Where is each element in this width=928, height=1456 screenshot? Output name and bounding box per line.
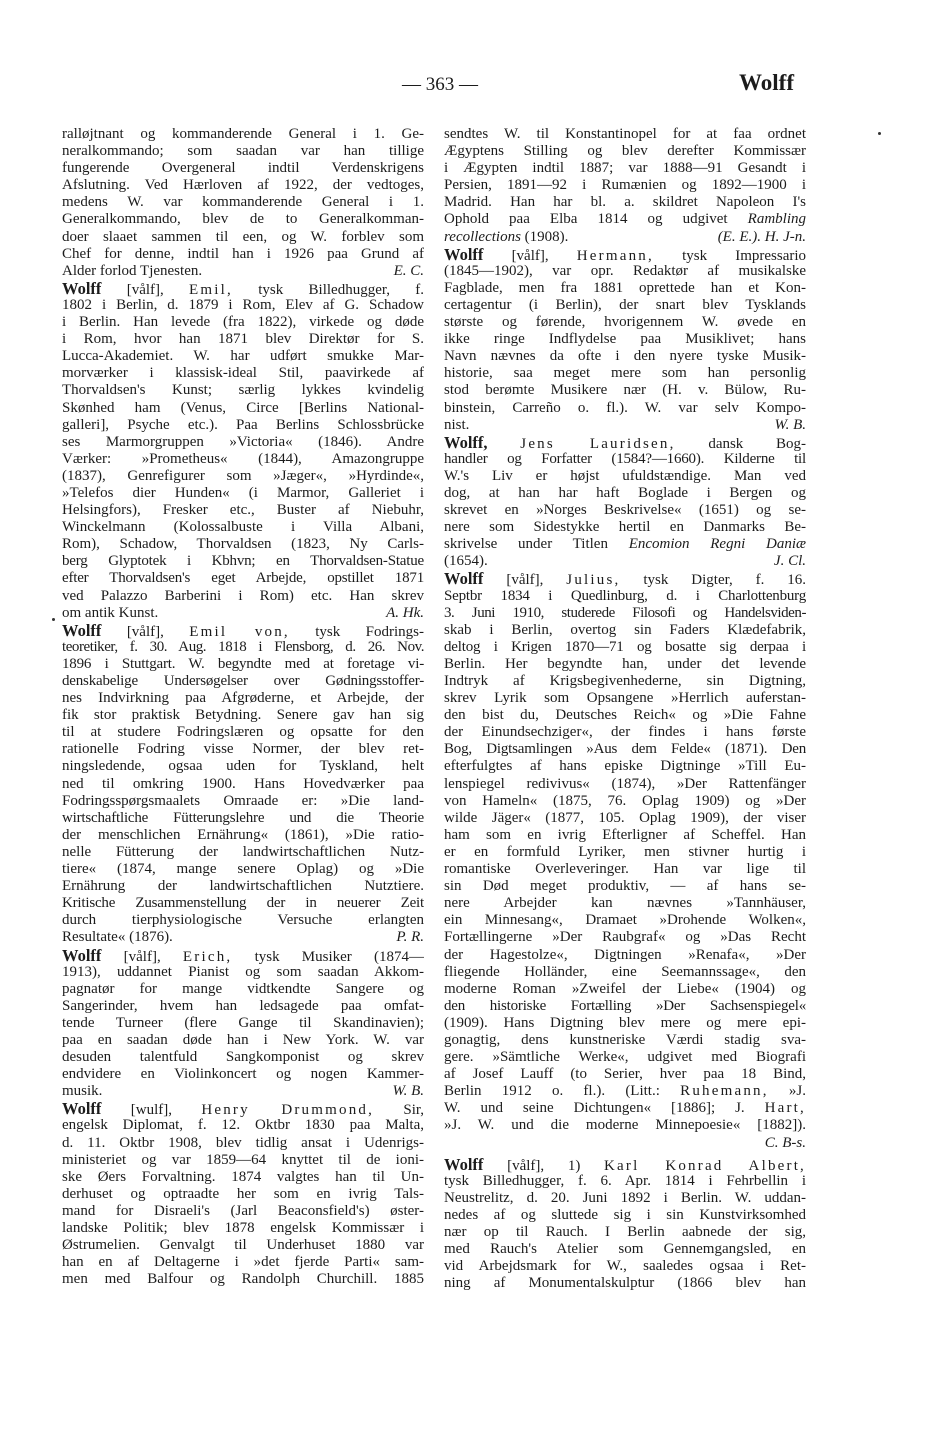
headword: Wolff: [62, 621, 102, 639]
text-line: (1909). Hans Digtning blev mere og mere epi-: [444, 1014, 806, 1031]
text-line: men med Balfour og Randolph Churchill. 1885: [62, 1271, 424, 1288]
text-line: skrev Lyrik som Opsangene »Herrlich auferstan-: [444, 690, 806, 707]
text-line: ein Minnesang«, Dramaet »Drohende Wolken«,: [444, 912, 806, 929]
text-line: fliegende Holländer, eine Seemannssage«, den: [444, 963, 806, 980]
entry-first-line: Wolff [vålf], Emil von, tysk Fodrings-: [62, 621, 424, 639]
text-line: 3. Juni 1910, studerede Filosofi og Handelsviden-: [444, 604, 806, 621]
text-line: fik stor praktisk Betydning. Senere gav han sig: [62, 707, 424, 724]
text-line: »J. W. und die moderne Minnepoesie« [1882]).: [444, 1117, 806, 1134]
text-line: om antik Kunst. A. Hk.: [62, 604, 424, 621]
entry-name: Karl Konrad Albert,: [604, 1157, 806, 1173]
text-line: durch tierphysiologische Versuche erlangten: [62, 912, 424, 929]
text-line: berg Glyptotek i Kbhvn; en Thorvaldsen-Statue: [62, 553, 424, 570]
text-line: (1654). J. Cl.: [444, 553, 806, 570]
text-line: Afslutning. Ved Hærloven af 1922, der vedtoges,: [62, 177, 424, 194]
text-line: wirtschaftliche Fütterungslehre und die Theorie: [62, 809, 424, 826]
text-line: ses Marmorgruppen »Victoria« (1846). Andre: [62, 433, 424, 450]
text-line: er en formfuld Lyriker, men stivner hurtig i: [444, 843, 806, 860]
entry-name: Hermann,: [576, 247, 654, 263]
text-line: Indtryk af Krigsbegivenhederne, sin Digtning,: [444, 673, 806, 689]
text-line: nere som Sidestykke hertil en Danmarks Be-: [444, 519, 806, 536]
text-line: skab i Berlin, overtog sin Faders Klædefabrik,: [444, 621, 806, 638]
text-line: Navn nævnes da ofte i den nyere tyske Musik-: [444, 348, 806, 365]
text-line: Ernährung der landwirtschaftlichen Nutztiere.: [62, 878, 424, 895]
text-line: han en af Deltagerne i »det fjerde Parti« sam-: [62, 1254, 424, 1271]
text-line: Værker: »Prometheus« (1844), Amazongruppe: [62, 450, 424, 467]
entry-first-line: Wolff [wulf], Henry Drummond, Sir,: [62, 1100, 424, 1118]
text-line: Fagblade, men fra 1881 oprettede han et Kon-: [444, 279, 806, 296]
entry-name: Julius,: [566, 572, 621, 588]
text-line: i Berlin. Han levede (fra 1822), virkede og døde: [62, 314, 424, 331]
text-line: Alder forlod Tjenesten. E. C.: [62, 262, 424, 279]
entry-first-line: Wolff [vålf], Erich, tysk Musiker (1874—: [62, 946, 424, 964]
text-line: romantiske Overleveringer. Han var lige til: [444, 861, 806, 878]
italic-title: Encomion Regni Daniæ: [628, 536, 806, 553]
text-line: endvidere en Violinkoncert og nogen Kammer-: [62, 1066, 424, 1083]
entry-name: Jens Lauridsen,: [520, 435, 676, 451]
page-number: — 363 —: [402, 74, 478, 95]
text-line: Madrid. Han har bl. a. skildret Napoleon I's: [444, 194, 806, 211]
entry-name: Emil von,: [189, 623, 290, 639]
text-line: W. und seine Dichtungen« [1886]; J. Hart,: [444, 1100, 806, 1117]
text-line: gere. »Sämtliche Werke«, udgivet med Biografi: [444, 1049, 806, 1066]
entry-name: Emil,: [189, 281, 233, 297]
text-line: Generalkommando, blev de to Generalkomman-: [62, 211, 424, 228]
text-line: vid Arbejdsmark for W., saaledes ogsaa i Ret-: [444, 1258, 806, 1275]
text-line: medens W. var kommanderende General i 1.: [62, 194, 424, 211]
text-line: nere Arbejder kan nævnes »Tannhäuser,: [444, 895, 806, 912]
signature: (E. E.). H. J-n.: [717, 228, 806, 245]
text-line: derhuset og optraadte her som en ivrig Tals-: [62, 1185, 424, 1202]
text-line: wilde Jäger« (1877, 105. Oplag 1909), der viser: [444, 809, 806, 826]
text-line: gonagtig, dens kunstneriske Værdi stadig sva-: [444, 1031, 806, 1048]
text-line: d. 11. Oktbr 1908, blev tidlig ansat i Udenrigs-: [62, 1134, 424, 1151]
entry-first-line: Wolff [vålf], Hermann, tysk Impressario: [444, 245, 806, 263]
left-column: [62, 126, 424, 1288]
text-line: skrivelse under Titlen Encomion Regni Daniæ: [444, 536, 806, 553]
text-line: der menschlichen Ernährung« (1861), »Die ratio-: [62, 826, 424, 843]
text-line: lenspiegel redivivus« (1874), »Der Rattenfänger: [444, 775, 806, 792]
text-line: teoretiker, f. 30. Aug. 1818 i Flensborg, d. 26. Nov.: [62, 638, 424, 655]
text-line: nelle Fütterung der landwirtschaftlichen Nutz-: [62, 843, 424, 860]
print-speck: [52, 618, 55, 621]
text-line: Chef for denne, indtil han i 1926 paa Grund af: [62, 245, 424, 262]
headword: Wolff: [62, 946, 102, 964]
text-line: ikke ringe Indflydelse paa Musiklivet; hans: [444, 331, 806, 348]
text-line: med Rauch's Atelier som Gennemgangsled, en: [444, 1241, 806, 1258]
text-line: Berlin 1912 o. fl.). (Litt.: Ruhemann, »J.: [444, 1083, 806, 1100]
entry-first-line: Wolff [vålf], Julius, tysk Digter, f. 16.: [444, 570, 806, 588]
text-line: handler og Forfatter (1584?—1660). Kilderne til: [444, 450, 806, 467]
text-line: stod berømte Musikere nær (H. v. Bülow, Ru-: [444, 382, 806, 399]
entry-first-line: Wolff, Jens Lauridsen, dansk Bog-: [444, 433, 806, 451]
italic-title: Rambling: [747, 211, 806, 228]
text-line: recollections (1908). (E. E.). H. J-n.: [444, 228, 806, 245]
text-line: tende Turneer (flere Gange til Skandinavien);: [62, 1014, 424, 1031]
text-line: nedes af og sluttede sig i sin Kunstvirksomhed: [444, 1206, 806, 1223]
text-line: engelsk Diplomat, f. 12. Oktbr 1830 paa Malta,: [62, 1117, 424, 1134]
text-line: nes Indvirkning paa Afgrøderne, et Arbejde, der: [62, 690, 424, 707]
text-line: 1913), uddannet Pianist og som saadan Akkom-: [62, 963, 424, 980]
text-line: nist. W. B.: [444, 416, 806, 433]
headword: Wolff,: [444, 433, 488, 451]
text-line: Lucca-Akademiet. W. har udført smukke Mar-: [62, 348, 424, 365]
headword: Wolff: [62, 1100, 102, 1118]
text-line: til at studere Fodringslæren og opsatte for den: [62, 724, 424, 741]
text-line: ske Øers Forvaltning. 1874 valgtes han til Un-: [62, 1168, 424, 1185]
text-line: musik. W. B.: [62, 1083, 424, 1100]
text-line: Helsingfors), Fresker etc., Buster af Niebuhr,: [62, 502, 424, 519]
author-name: Ruhemann,: [680, 1083, 769, 1100]
signature: P. R.: [396, 929, 424, 946]
text-line: tiere« (1874, mange senere Oplag) og »Die: [62, 861, 424, 878]
signature: W. B.: [392, 1083, 424, 1100]
text-line: Skønhed ham (Venus, Circe [Berlins National-: [62, 399, 424, 416]
signature: W. B.: [774, 416, 806, 433]
text-line: (1837), Genrefigurer som »Jæger«, »Hyrdinde«,: [62, 467, 424, 484]
text-line: dog, at han har haft Boglade i Bergen og: [444, 484, 806, 501]
text-line: i Ægypten indtil 1887; var 1888—91 Gesandt i: [444, 160, 806, 177]
text-line: fungerende Overgeneral indtil Verdenskrigens: [62, 160, 424, 177]
text-line: Østrumelien. Genvalgt til Underhuset 1880 var: [62, 1237, 424, 1254]
text-line: rationelle Fodring visse Normer, der blev ret-: [62, 741, 424, 758]
text-line: der Hagestolze«, Digtningen »Renafa«, »Der: [444, 946, 806, 963]
text-line: efterfulgtes af hans episke Digtninge »Till Eu-: [444, 758, 806, 775]
text-line: moderne Roman »Zweifel der Liebe« (1904) og: [444, 980, 806, 997]
entry-name: Henry Drummond,: [201, 1102, 375, 1118]
text-line: Persien, 1891—92 i Rumænien og 1892—1900 i: [444, 177, 806, 194]
text-line: skrevet en »Norges Beskrivelse« (1651) og se-: [444, 502, 806, 519]
text-line: von Hameln« (1875, 76. Oplag 1909) og »Der: [444, 792, 806, 809]
signature: E. C.: [393, 262, 424, 279]
text-line: ved Palazzo Barberini i Rom) etc. Han skrev: [62, 587, 424, 604]
text-line: den bist du, Deutsches Reich« og »Die Fahne: [444, 707, 806, 724]
text-line: binstein, Carreño o. fl.). W. var selv Kompo-: [444, 399, 806, 416]
text-line: pagnatør for mange vidtkendte Sangere og: [62, 980, 424, 997]
text-line: 1896 i Stuttgart. W. begyndte med at foretage vi-: [62, 655, 424, 672]
headword: Wolff: [62, 279, 102, 297]
text-line: historie, saa meget mere som han personlig: [444, 365, 806, 382]
text-line: der Einundsechziger«, der findes i hans første: [444, 724, 806, 741]
text-line: W.'s Liv er højst ufuldstændige. Man ved: [444, 467, 806, 484]
text-line: Bog, Digtsamlingen »Aus dem Felde« (1871). Den: [444, 741, 806, 758]
headword: Wolff: [444, 1155, 484, 1173]
text-line: tysk Billedhugger, f. 6. Apr. 1814 i Fehrbellin i: [444, 1172, 806, 1189]
text-line: paa en saadan døde han i New York. W. var: [62, 1031, 424, 1048]
signature: J. Cl.: [773, 553, 806, 570]
text-line: doer slaaet sammen til een, og W. forblev som: [62, 228, 424, 245]
text-line: (1845—1902), var opr. Redaktør af musikalske: [444, 262, 806, 279]
text-line: denskabelige Undersøgelser over Gødningsstoffer-: [62, 673, 424, 689]
right-column: [444, 126, 806, 1292]
text-line: sendtes W. til Konstantinopel for at faa ordnet: [444, 126, 806, 142]
text-line: morværker i klassisk-ideal Stil, paavirkede af: [62, 365, 424, 382]
text-line: ned til omkring 1900. Hans Hovedværker paa: [62, 775, 424, 792]
text-line: Rom), Schadow, Thorvaldsen (1823, Ny Carls-: [62, 536, 424, 553]
italic-title: recollections: [444, 228, 521, 245]
text-line: Neustrelitz, d. 20. Juni 1892 i Berlin. W. uddan-: [444, 1189, 806, 1206]
running-head: Wolff: [739, 70, 794, 95]
text-line: landske Politik; blev 1878 engelsk Kommissær i: [62, 1220, 424, 1236]
author-name: Hart,: [764, 1100, 806, 1117]
text-line: deltog i Krigen 1870—71 og bosatte sig derpaa i: [444, 638, 806, 655]
text-line: ham som en ivrig Efterligner af Scheffel. Han: [444, 826, 806, 843]
text-line: neralkommando; som saadan var han tillige: [62, 143, 424, 160]
text-line: største og førende, hvorigennem W. øvede en: [444, 314, 806, 331]
text-line: Winckelmann (Kolossalbuste i Villa Albani,: [62, 519, 424, 536]
text-line: Kritische Zusammenstellung der in neuerer Zeit: [62, 895, 424, 912]
text-line: Septbr 1834 i Quedlinburg, d. i Charlottenburg: [444, 587, 806, 604]
text-line: Berlin. Her begyndte han, under det levende: [444, 655, 806, 672]
text-line: i Rom, hvor han 1871 blev Direktør for S.: [62, 331, 424, 348]
text-line: galleri], Psyche etc.). Paa Berlins Schlossbrücke: [62, 416, 424, 433]
text-line: mand for Disraeli's (Jarl Beaconsfield's) øster-: [62, 1202, 424, 1219]
signature: A. Hk.: [386, 604, 424, 621]
headword: Wolff: [444, 245, 484, 263]
headword: Wolff: [444, 570, 484, 588]
text-line: den historiske Fortælling »Der Sachsenspiegel«: [444, 997, 806, 1014]
text-line: ning af Monumentalskulptur (1866 blev han: [444, 1275, 806, 1292]
text-line: Fortællingerne »Der Raubgraf« og »Das Recht: [444, 929, 806, 946]
print-speck: [878, 132, 881, 135]
text-line: certagentur (i Berlin), der snart blev Tysklands: [444, 296, 806, 313]
text-line: Ophold paa Elba 1814 og udgivet Rambling: [444, 211, 806, 228]
text-line: Thorvaldsen's Kunst; særlig lykkes kvindelig: [62, 382, 424, 399]
text-line: [444, 1135, 806, 1152]
entry-first-line: Wolff [vålf], 1) Karl Konrad Albert,: [444, 1155, 806, 1173]
text-line: af Josef Lauff (to Serier, hver paa 18 Bind,: [444, 1066, 806, 1083]
text-line: efter Thorvaldsen's eget Arbejde, opstillet 1871: [62, 570, 424, 587]
text-line: ministeriet og var 1859—64 knyttet til de ioni-: [62, 1151, 424, 1168]
signature: C. B-s.: [764, 1134, 806, 1151]
entry-name: Erich,: [182, 948, 233, 964]
text-line: ningsledende, ogsaa uden for Tyskland, helt: [62, 758, 424, 775]
text-line: Sangerinder, hvem han ledsagede paa omfat-: [62, 997, 424, 1014]
text-line: ralløjtnant og kommanderende General i 1. Ge-: [62, 126, 424, 142]
text-line: 1802 i Berlin, d. 1879 i Rom, Elev af G. Schadow: [62, 296, 424, 313]
text-line: »Telefos dier Hunden« (i Marmor, Galleriet i: [62, 484, 424, 501]
entry-first-line: Wolff [vålf], Emil, tysk Billedhugger, f.: [62, 279, 424, 297]
text-line: nær op til Rauch. I Berlin aabnede der sig,: [444, 1224, 806, 1240]
text-line: Fodringsspørgsmaalets Omraade er: »Die land-: [62, 792, 424, 809]
text-line: desuden talentfuld Sangkomponist og skrev: [62, 1049, 424, 1066]
text-line: sin Død meget produktiv, — af hans se-: [444, 878, 806, 895]
text-line: Resultate« (1876). P. R.: [62, 929, 424, 946]
text-line: Ægyptens Stilling og blev derefter Kommissær: [444, 143, 806, 160]
